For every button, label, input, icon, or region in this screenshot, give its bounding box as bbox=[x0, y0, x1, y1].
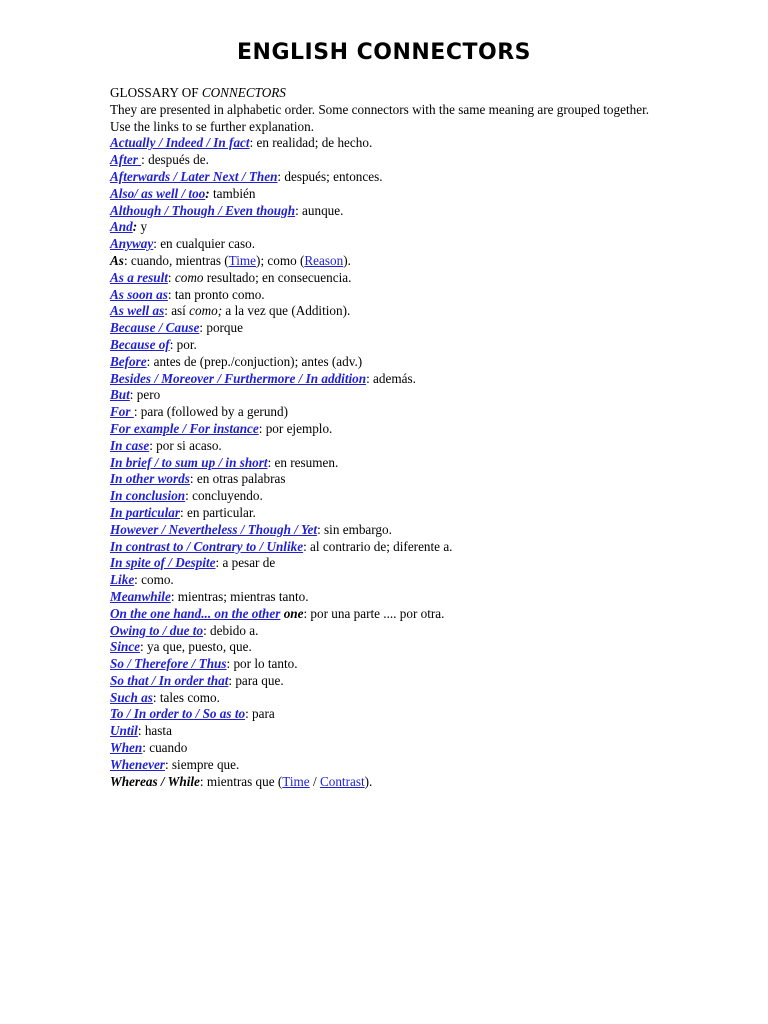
connector-term-link[interactable]: In particular bbox=[110, 504, 180, 520]
connector-definition: : así bbox=[164, 303, 190, 319]
connector-term-link[interactable]: In contrast to / Contrary to / Unlike bbox=[110, 538, 304, 554]
connector-term-link[interactable]: As well as bbox=[110, 303, 165, 319]
connector-entry bbox=[110, 253, 670, 270]
connector-term-link[interactable]: Like bbox=[110, 572, 135, 588]
connector-entry bbox=[110, 354, 670, 371]
connector-definition: : tan pronto como. bbox=[167, 286, 265, 302]
connector-term-link[interactable]: Whenever bbox=[110, 756, 165, 772]
connector-entry bbox=[110, 236, 670, 253]
connector-term-link[interactable]: Although / Though / Even though bbox=[110, 202, 296, 218]
connector-entry bbox=[110, 337, 670, 354]
connector-entry bbox=[110, 488, 670, 505]
connector-term-link[interactable]: As a result bbox=[110, 269, 168, 285]
connector-entry bbox=[110, 203, 670, 220]
connector-definition-end: ). bbox=[364, 773, 373, 789]
connector-definition-mid: / bbox=[309, 773, 320, 789]
connector-term-link[interactable]: In brief / to sum up / in short bbox=[110, 454, 268, 470]
connector-definition: : mientras; mientras tanto. bbox=[170, 588, 309, 604]
reference-link[interactable]: Contrast bbox=[319, 773, 365, 789]
connector-term-link[interactable]: In spite of / Despite bbox=[110, 555, 216, 571]
connector-term: Whereas / While bbox=[110, 773, 200, 789]
connector-entry bbox=[110, 421, 670, 438]
connector-term-link[interactable]: And bbox=[110, 219, 133, 235]
connector-definition: : para que. bbox=[228, 672, 284, 688]
connector-definition: : para bbox=[245, 706, 275, 722]
connector-definition: : en particular. bbox=[180, 504, 256, 520]
connector-definition: también bbox=[209, 185, 256, 201]
connector-term-link[interactable]: For example / For instance bbox=[110, 420, 259, 436]
connector-term-link[interactable]: Because / Cause bbox=[110, 320, 200, 336]
connector-colon: : bbox=[205, 185, 210, 201]
connector-entry bbox=[110, 320, 670, 337]
connector-term-link[interactable]: When bbox=[110, 740, 143, 756]
connector-entry bbox=[110, 706, 670, 723]
connector-entry bbox=[110, 169, 670, 186]
connector-definition: : después; entonces. bbox=[277, 168, 383, 184]
connector-term-link[interactable]: In case bbox=[110, 437, 150, 453]
connector-entry bbox=[110, 371, 670, 388]
connector-definition: : a pesar de bbox=[215, 555, 276, 571]
connector-entry bbox=[110, 186, 670, 203]
connector-definition: : por una parte .... por otra. bbox=[303, 605, 445, 621]
connector-definition: : concluyendo. bbox=[185, 488, 263, 504]
connector-term-link[interactable]: In other words bbox=[110, 471, 190, 487]
connector-definition: : cuando bbox=[142, 740, 188, 756]
connector-definition-end: ). bbox=[343, 252, 351, 268]
connector-term-link[interactable]: Such as bbox=[110, 689, 153, 705]
glossary-heading-italic: CONNECTORS bbox=[201, 85, 286, 100]
connector-definition-italic: como; bbox=[189, 303, 223, 319]
connector-entry bbox=[110, 219, 670, 236]
connector-entry bbox=[110, 438, 670, 455]
connector-term-link[interactable]: However / Nevertheless / Though / Yet bbox=[110, 521, 318, 537]
connector-definition: : por. bbox=[169, 336, 197, 352]
connector-term-link[interactable]: Meanwhile bbox=[110, 588, 171, 604]
connector-definition: : porque bbox=[199, 320, 243, 336]
connector-entry bbox=[110, 639, 670, 656]
connector-term-link[interactable]: For bbox=[110, 404, 134, 420]
connector-entry bbox=[110, 471, 670, 488]
connector-list bbox=[110, 135, 670, 790]
connector-entry bbox=[110, 287, 670, 304]
connector-term-suffix: one bbox=[280, 605, 304, 621]
connector-term-link[interactable]: Also/ as well / too bbox=[110, 185, 206, 201]
connector-definition: : al contrario de; diferente a. bbox=[303, 538, 453, 554]
connector-definition: : antes de (prep./conjuction); antes (adv.) bbox=[146, 353, 363, 369]
glossary-heading bbox=[110, 85, 670, 102]
connector-entry bbox=[110, 152, 670, 169]
connector-definition: : en realidad; de hecho. bbox=[249, 135, 373, 151]
connector-definition: : para (followed by a gerund) bbox=[133, 404, 288, 420]
connector-entry bbox=[110, 455, 670, 472]
connector-entry bbox=[110, 740, 670, 757]
connector-definition-rest: resultado; en consecuencia. bbox=[203, 269, 352, 285]
connector-term-link[interactable]: After bbox=[110, 152, 142, 168]
connector-term-link[interactable]: In conclusion bbox=[110, 488, 186, 504]
connector-definition: : cuando, mientras ( bbox=[123, 252, 229, 268]
connector-entry bbox=[110, 303, 670, 320]
connector-definition: : como. bbox=[134, 572, 174, 588]
connector-term-link[interactable]: So that / In order that bbox=[110, 672, 229, 688]
connector-colon: : bbox=[132, 219, 138, 235]
connector-entry bbox=[110, 135, 670, 152]
connector-entry bbox=[110, 387, 670, 404]
connector-definition: : hasta bbox=[137, 723, 172, 739]
connector-entry bbox=[110, 589, 670, 606]
connector-definition-italic: como bbox=[174, 269, 204, 285]
connector-definition: : pero bbox=[129, 387, 161, 403]
connector-term-link[interactable]: Before bbox=[110, 353, 147, 369]
connector-term-link[interactable]: Until bbox=[110, 723, 138, 739]
connector-definition: : tales como. bbox=[152, 689, 220, 705]
glossary-intro: They are presented in alphabetic order. Some connectors with the same meaning are grouped together. Use the links to se further explanation. bbox=[110, 101, 650, 134]
connector-definition: y bbox=[137, 219, 148, 235]
connector-definition: : bbox=[167, 269, 175, 285]
connector-entry bbox=[110, 656, 670, 673]
connector-term-link[interactable]: Since bbox=[110, 639, 141, 655]
connector-entry bbox=[110, 522, 670, 539]
connector-term-link[interactable]: Owing to / due to bbox=[110, 622, 204, 638]
connector-definition: : en cualquier caso. bbox=[153, 236, 256, 252]
reference-link[interactable]: Reason bbox=[304, 252, 344, 268]
connector-term-link[interactable]: Afterwards / Later Next / Then bbox=[110, 168, 278, 184]
connector-definition: : en otras palabras bbox=[189, 471, 286, 487]
reference-link[interactable]: Time bbox=[282, 773, 310, 789]
connector-definition-rest: a la vez que (Addition). bbox=[222, 303, 351, 319]
connector-entry bbox=[110, 404, 670, 421]
connector-definition: : debido a. bbox=[203, 622, 259, 638]
connector-entry bbox=[110, 673, 670, 690]
connector-entry bbox=[110, 723, 670, 740]
connector-entry bbox=[110, 572, 670, 589]
connector-entry bbox=[110, 270, 670, 287]
connector-entry bbox=[110, 505, 670, 522]
connector-definition: : ya que, puesto, que. bbox=[140, 639, 252, 655]
connector-definition: : mientras que ( bbox=[199, 773, 283, 789]
connector-entry bbox=[110, 555, 670, 572]
page-title: ENGLISH CONNECTORS bbox=[237, 40, 531, 65]
connector-definition: : en resumen. bbox=[267, 454, 339, 470]
connector-entry bbox=[110, 623, 670, 640]
connector-term-link[interactable]: So / Therefore / Thus bbox=[110, 656, 227, 672]
connector-definition: : por ejemplo. bbox=[258, 420, 333, 436]
connector-term-link[interactable]: But bbox=[110, 387, 130, 403]
document-body bbox=[110, 85, 670, 790]
connector-entry bbox=[110, 539, 670, 556]
connector-entry bbox=[110, 690, 670, 707]
connector-definition: : por lo tanto. bbox=[226, 656, 298, 672]
glossary-heading-prefix: GLOSSARY OF bbox=[110, 85, 199, 100]
connector-definition: : aunque. bbox=[295, 202, 344, 218]
connector-definition-mid: ); como ( bbox=[256, 252, 305, 268]
connector-definition: : siempre que. bbox=[164, 756, 240, 772]
reference-link[interactable]: Time bbox=[228, 252, 257, 268]
connector-entry bbox=[110, 757, 670, 774]
connector-term-link[interactable]: Besides / Moreover / Furthermore / In addition bbox=[110, 370, 367, 386]
connector-definition: : después de. bbox=[141, 152, 209, 168]
connector-term: As bbox=[110, 252, 124, 268]
connector-entry bbox=[110, 774, 670, 791]
connector-term-link[interactable]: On the one hand... on the other bbox=[110, 605, 281, 621]
connector-entry bbox=[110, 606, 670, 623]
connector-term-link[interactable]: Because of bbox=[110, 336, 170, 352]
connector-definition: : además. bbox=[366, 370, 416, 386]
connector-term-link[interactable]: As soon as bbox=[110, 286, 168, 302]
connector-term-link[interactable]: Anyway bbox=[110, 236, 154, 252]
connector-term-link[interactable]: Actually / Indeed / In fact bbox=[110, 135, 250, 151]
connector-term-link[interactable]: To / In order to / So as to bbox=[110, 706, 246, 722]
connector-definition: : sin embargo. bbox=[317, 521, 392, 537]
connector-definition: : por si acaso. bbox=[149, 437, 222, 453]
